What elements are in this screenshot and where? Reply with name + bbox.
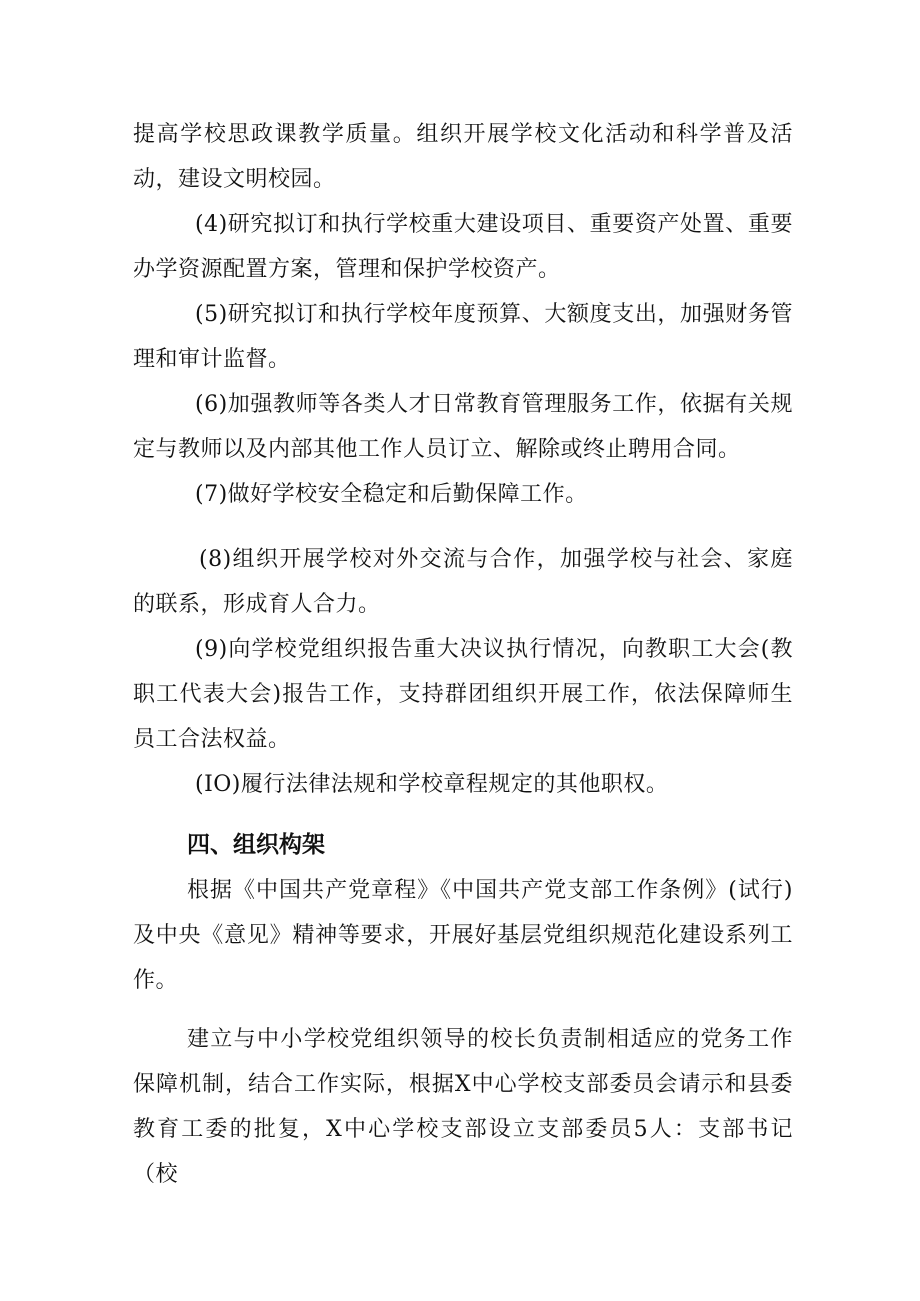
list-item-10: (IO)履行法律法规和学校章程规定的其他职权。: [195, 772, 669, 797]
list-item-7: (7)做好学校安全稳定和后勤保障工作。: [195, 482, 588, 507]
list-item-5: (5)研究拟订和执行学校年度预算、大额度支出，加强财务管理和审计监督。: [133, 302, 793, 372]
document-body: [133, 112, 793, 1197]
list-item-9: (9)向学校党组织报告重大决议执行情况，向教职工大会(教职工代表大会)报告工作，支持群团组织开展工作，依法保障师生员工合法权益。: [133, 637, 793, 752]
section-paragraph: 根据《中国共产党章程》《中国共产党支部工作条例》(试行)及中央《意见》精神等要求，开展好基层党组织规范化建设系列工作。: [133, 878, 793, 993]
list-item-6: (6)加强教师等各类人才日常教育管理服务工作，依据有关规定与教师以及内部其他工作人员订立、解除或终止聘用合同。: [133, 392, 793, 462]
list-item-4: (4)研究拟订和执行学校重大建设项目、重要资产处置、重要办学资源配置方案，管理和保护学校资产。: [133, 212, 793, 282]
list-item-8: (8)组织开展学校对外交流与合作，加强学校与社会、家庭的联系，形成育人合力。: [133, 547, 793, 617]
paragraph-continued: 提高学校思政课教学质量。组织开展学校文化活动和科学普及活动，建设文明校园。: [133, 122, 793, 192]
section-heading: 四、组织构架: [187, 832, 325, 858]
section-paragraph: 建立与中小学校党组织领导的校长负责制相适应的党务工作保障机制，结合工作实际，根据X中心学校支部委员会请示和县委教育工委的批复，X中心学校支部设立支部委员5人：支部书记（校: [133, 1027, 793, 1187]
